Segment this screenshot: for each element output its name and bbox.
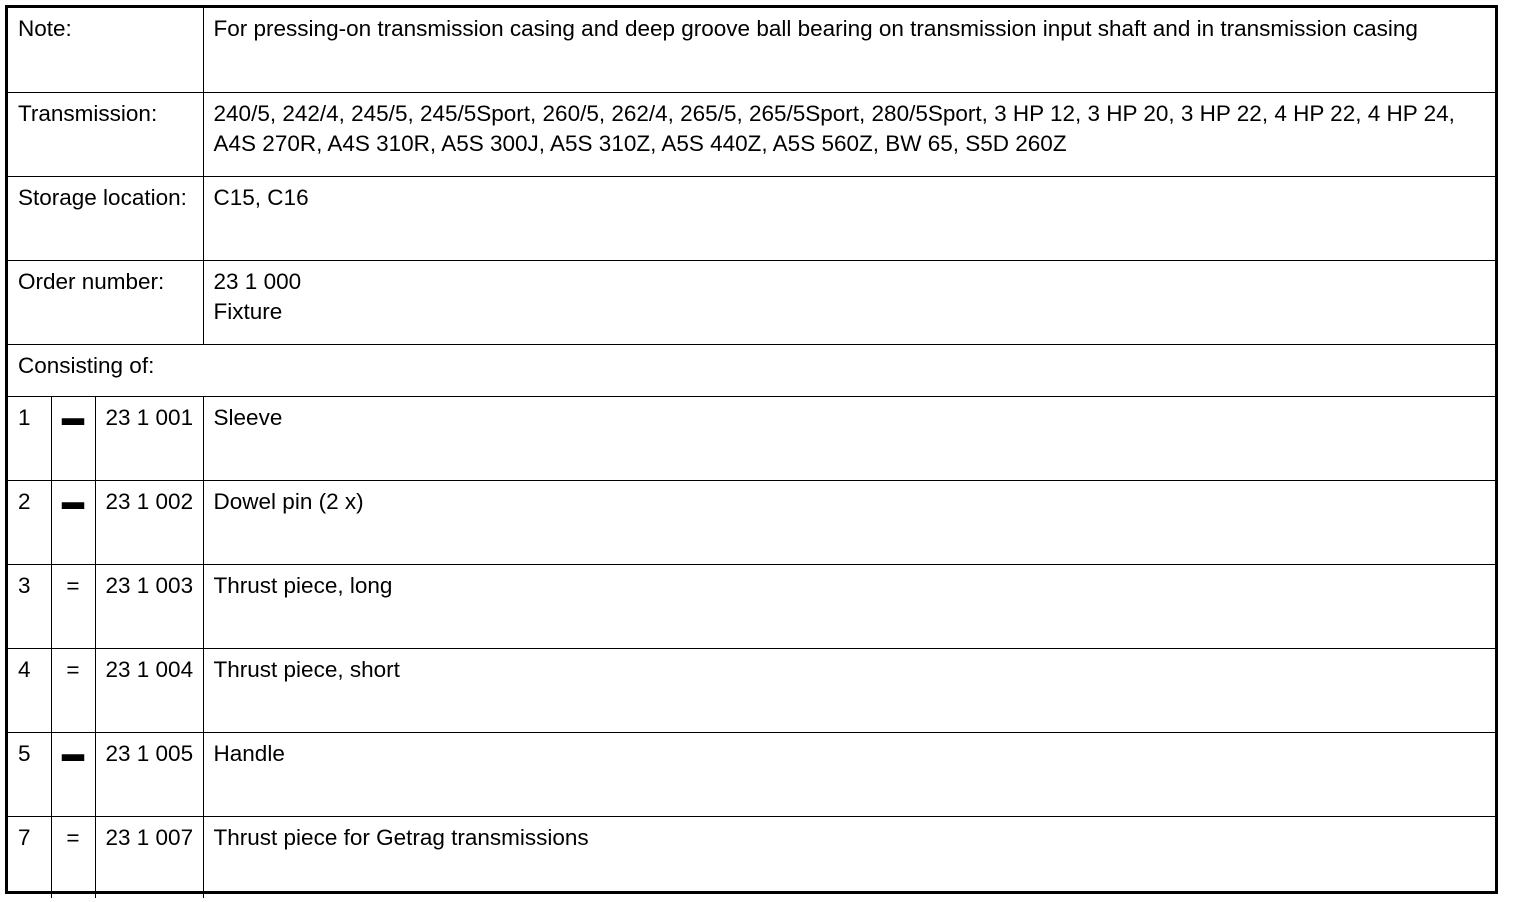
- order-number-value: [203, 260, 1495, 344]
- part-number: 23 1 003: [95, 564, 203, 648]
- order-number-row: [8, 260, 1495, 344]
- transmission-label: Transmission:: [8, 92, 203, 176]
- transmission-row: [8, 92, 1495, 176]
- part-number: 23 1 004: [95, 648, 203, 732]
- note-row: [8, 8, 1495, 92]
- part-position: 5: [8, 732, 51, 816]
- tool-table: [8, 8, 1495, 898]
- part-symbol: ▬: [51, 732, 95, 816]
- part-symbol: =: [51, 816, 95, 898]
- part-row: [8, 480, 1495, 564]
- part-symbol: =: [51, 648, 95, 732]
- part-row: [8, 816, 1495, 898]
- part-row: [8, 564, 1495, 648]
- part-number: 23 1 005: [95, 732, 203, 816]
- part-symbol: =: [51, 564, 95, 648]
- part-description: Thrust piece, short: [203, 648, 1495, 732]
- tool-data-sheet: [5, 5, 1498, 894]
- storage-location-value: [203, 176, 1495, 260]
- storage-location-row: [8, 176, 1495, 260]
- part-position: 1: [8, 396, 51, 480]
- note-value-text: For pressing-on transmission casing and deep groove ball bearing on transmission input shaft and in transmission casing: [213, 16, 1418, 41]
- note-label: Note:: [8, 8, 203, 92]
- storage-location-label: Storage location:: [8, 176, 203, 260]
- part-description: Dowel pin (2 x): [203, 480, 1495, 564]
- part-number: 23 1 007: [95, 816, 203, 898]
- part-position: 3: [8, 564, 51, 648]
- part-number: 23 1 002: [95, 480, 203, 564]
- storage-location-text: C15, C16: [213, 184, 309, 210]
- part-description: Thrust piece, long: [203, 564, 1495, 648]
- part-symbol: ▬: [51, 480, 95, 564]
- order-number-description: Fixture: [213, 298, 283, 324]
- order-number-text: 23 1 000: [213, 268, 302, 294]
- part-row: [8, 648, 1495, 732]
- note-value: [203, 8, 1495, 92]
- part-description: Handle: [203, 732, 1495, 816]
- transmission-value: [203, 92, 1495, 176]
- part-symbol: ▬: [51, 396, 95, 480]
- part-row: [8, 732, 1495, 816]
- part-number: 23 1 001: [95, 396, 203, 480]
- part-description: Thrust piece for Getrag transmissions: [203, 816, 1495, 898]
- order-number-label: Order number:: [8, 260, 203, 344]
- part-position: 4: [8, 648, 51, 732]
- consisting-of-row: [8, 344, 1495, 396]
- transmission-list: 240/5, 242/4, 245/5, 245/5Sport, 260/5, 262/4, 265/5, 265/5Sport, 280/5Sport, 3 HP 12, 3 HP 20, 3 HP 22, 4 HP 22, 4 HP 24, A4S 270R, A4S 310R, A5S 300J, A5S 310Z, A5S 440Z, A5S 560Z, BW 65, S5D 260Z: [213, 100, 1455, 156]
- part-position: 7: [8, 816, 51, 898]
- consisting-of-label: Consisting of:: [8, 344, 1495, 396]
- part-row: [8, 396, 1495, 480]
- part-description: Sleeve: [203, 396, 1495, 480]
- part-position: 2: [8, 480, 51, 564]
